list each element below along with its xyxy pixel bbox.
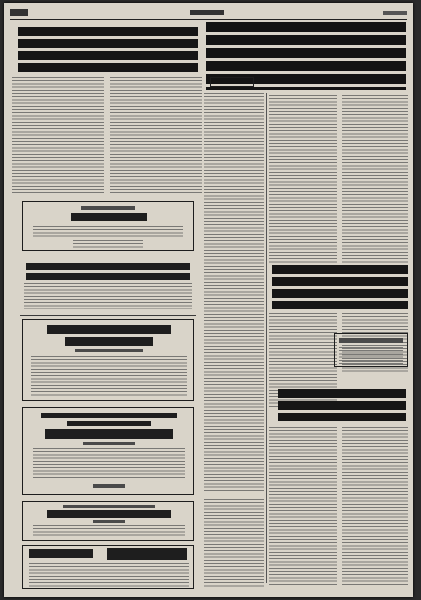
- column-2-text: [269, 95, 337, 263]
- page-number: [10, 9, 28, 16]
- column-1-text-bottom: [204, 499, 264, 587]
- lower-headline: [278, 389, 406, 421]
- inset-box: [334, 333, 408, 367]
- left-lead-article-cont: [110, 77, 202, 195]
- ad-box-5: [22, 501, 194, 541]
- column-tag-box: [210, 77, 254, 87]
- column-2-text-bottom: [269, 427, 337, 587]
- left-column: [10, 23, 206, 593]
- newspaper-name: [190, 10, 224, 15]
- ad-box-3: [22, 319, 194, 401]
- newspaper-page: [4, 3, 413, 597]
- masthead: [10, 9, 407, 20]
- ad-box-4: [22, 407, 194, 495]
- middle-headline: [272, 265, 408, 309]
- ad-box-1: [22, 201, 194, 251]
- column-3-text-bottom: [342, 427, 408, 587]
- column-3-text: [342, 95, 408, 263]
- ad-box-2: [20, 261, 196, 313]
- left-lead-headline: [18, 27, 198, 73]
- issue-date: [383, 11, 407, 15]
- left-lead-article: [12, 77, 104, 195]
- column-1-text: [204, 93, 264, 493]
- ad-box-6: [22, 545, 194, 589]
